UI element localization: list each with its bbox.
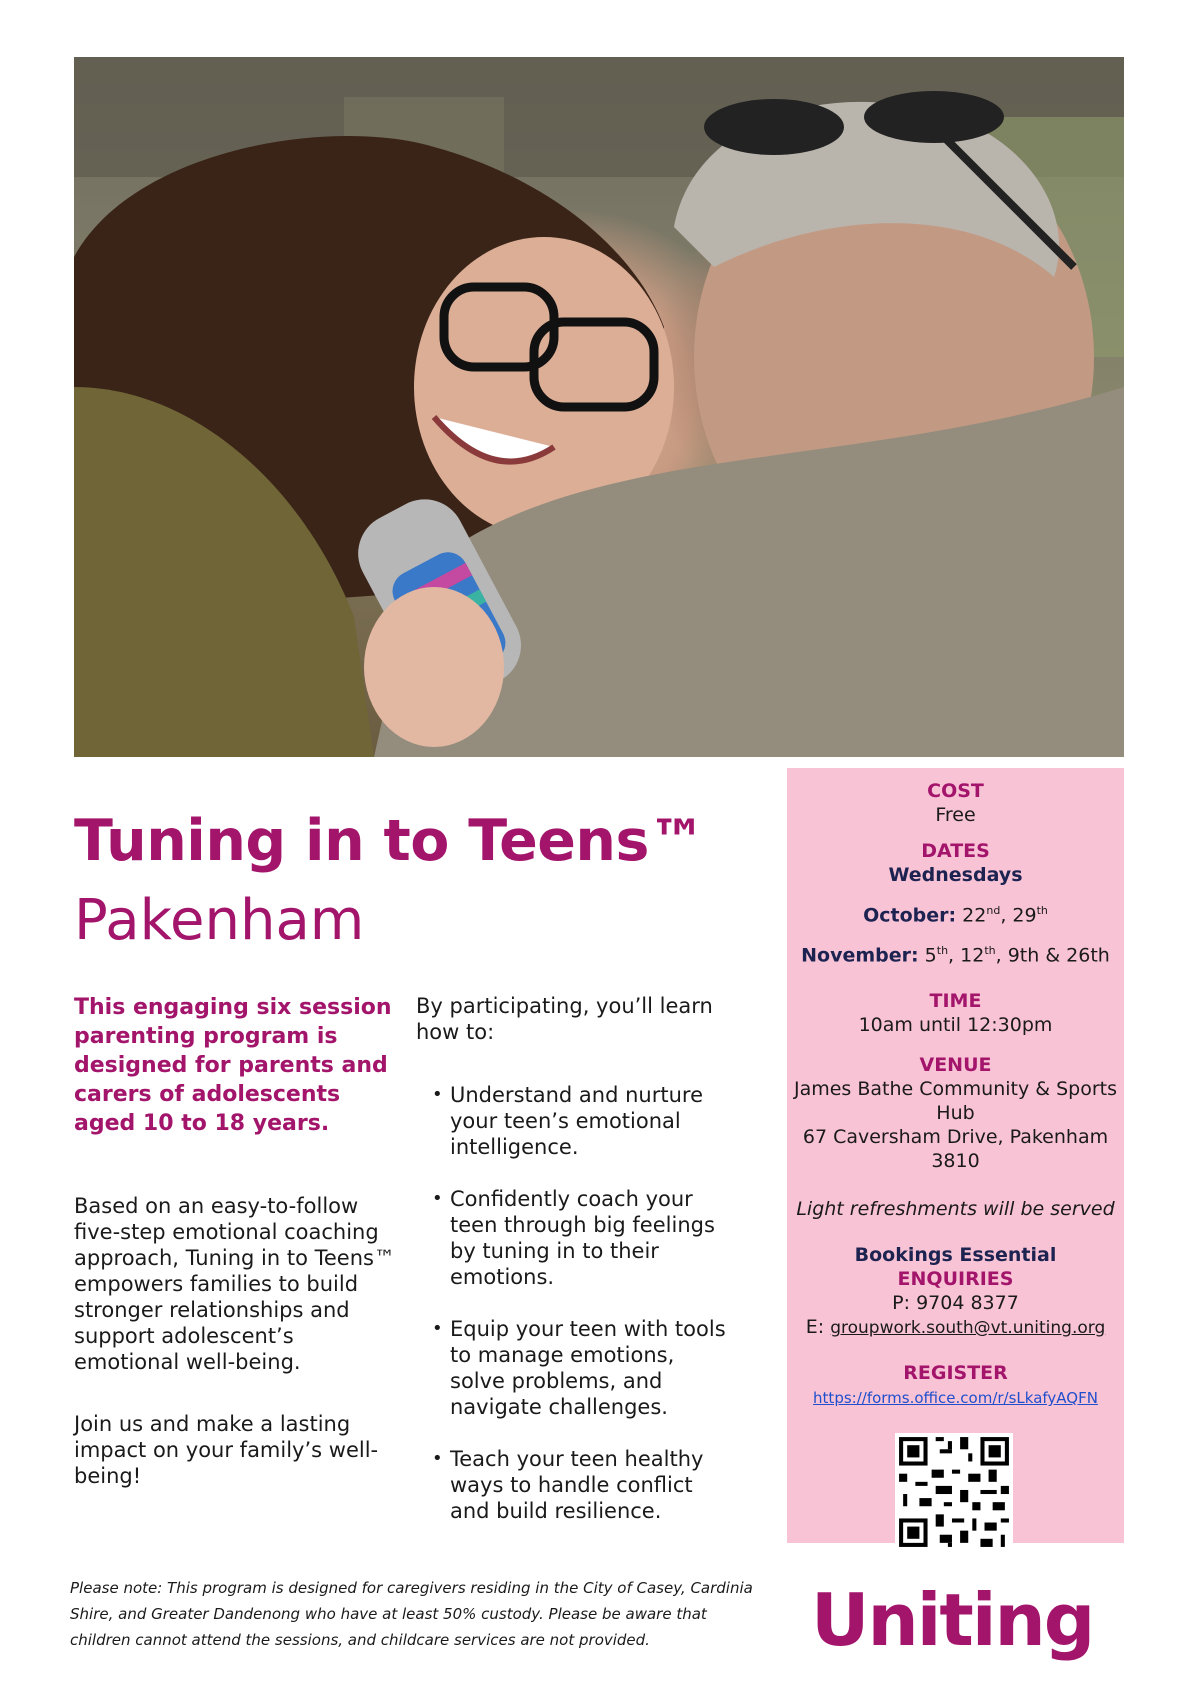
dates-heading: DATES — [921, 840, 990, 862]
venue-line: 3810 — [931, 1150, 980, 1172]
hero-photo — [74, 57, 1124, 757]
venue-line: James Bathe Community & Sports — [793, 1078, 1118, 1100]
disclaimer-note: Please note: This program is designed for caregivers residing in the City of Casey, Cardinia Shire, and Greater Dandenong who have at least 50% custody. Please be aware that children cannot attend the sessions, and childcare services are not provided. — [70, 1579, 753, 1649]
learn-intro: By participating, you’ll learn how to: — [416, 994, 713, 1044]
venue-line: 67 Caversham Drive, Pakenham — [802, 1126, 1109, 1148]
time-heading: TIME — [929, 990, 982, 1012]
ordinal-suffix: th — [936, 944, 949, 957]
october-date: 22 — [962, 904, 987, 927]
ordinal-suffix: nd — [986, 904, 1001, 917]
cost-value: Free — [935, 804, 976, 826]
november-dates: November: 5th, 12th, 9th & 26th — [801, 944, 1110, 967]
location-subtitle: Pakenham — [74, 888, 365, 953]
venue-line: Hub — [936, 1102, 975, 1124]
ordinal-suffix: th — [1036, 904, 1048, 917]
enquiries-heading: ENQUIRIES — [897, 1268, 1014, 1290]
qr-code-icon — [895, 1433, 1013, 1551]
page-title: Tuning in to Teens™ — [74, 808, 706, 874]
email-line — [787, 1316, 1124, 1338]
october-dates: October: 22nd, 29th — [863, 904, 1048, 927]
november-rest: , 9th & 26th — [995, 944, 1110, 967]
october-date: 29 — [1012, 904, 1037, 927]
call-to-action-paragraph: Join us and make a lasting impact on your family’s well-being! — [74, 1412, 379, 1488]
email-link[interactable]: groupwork.south@vt.uniting.org — [830, 1318, 1106, 1338]
info-panel — [787, 768, 1124, 1543]
october-label: October: — [863, 904, 957, 927]
list-item: • Confidently coach your teen through big feelings by tuning in to their emotions. — [432, 1186, 732, 1290]
description-paragraph: Based on an easy-to-follow five-step emotional coaching approach, Tuning in to Teens™ empowers families to build stronger relationships and support adolescent’s emotional well-being. — [74, 1194, 395, 1374]
uniting-logo: Uniting — [811, 1578, 1094, 1662]
dates-day: Wednesdays — [888, 864, 1023, 886]
email-prefix: E: — [805, 1316, 825, 1338]
qr-code[interactable] — [895, 1433, 1013, 1551]
venue-heading: VENUE — [919, 1054, 992, 1076]
benefits-list — [432, 1082, 732, 1550]
register-heading: REGISTER — [903, 1362, 1008, 1384]
refreshments-note: Light refreshments will be served — [796, 1198, 1115, 1220]
intro-text: This engaging six session parenting program is designed for parents and carers of adolescents aged 10 to 18 years. — [74, 995, 392, 1136]
list-item: • Teach your teen healthy ways to handle conflict and build resilience. — [432, 1446, 732, 1524]
register-link[interactable]: https://forms.office.com/r/sLkafyAQFN — [813, 1389, 1098, 1407]
list-item: • Understand and nurture your teen’s emotional intelligence. — [432, 1082, 732, 1160]
time-value: 10am until 12:30pm — [858, 1014, 1053, 1036]
ordinal-suffix: th — [984, 944, 996, 957]
hero-photo-illustration — [74, 57, 1124, 757]
cost-heading: COST — [927, 780, 984, 802]
list-item: • Equip your teen with tools to manage emotions, solve problems, and navigate challenges. — [432, 1316, 732, 1420]
november-date: 5 — [924, 944, 937, 967]
bookings-text: Bookings Essential — [854, 1244, 1057, 1266]
register-line — [787, 1388, 1124, 1407]
november-date: 12 — [960, 944, 985, 967]
november-label: November: — [801, 944, 919, 967]
phone-number: P: 9704 8377 — [892, 1292, 1019, 1314]
